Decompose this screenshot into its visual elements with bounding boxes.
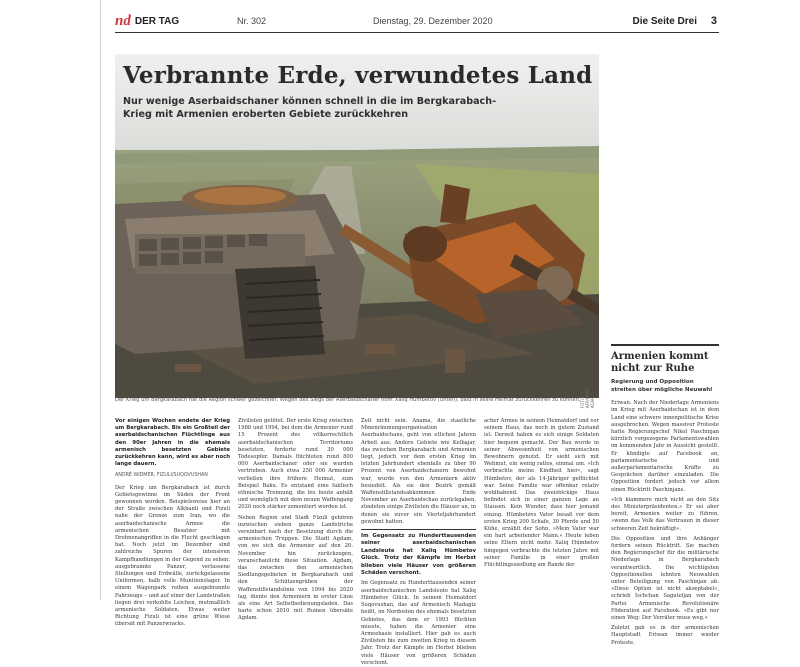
issue-date: Dienstag, 29. Dezember 2020 [373, 16, 493, 26]
article-lead: Vor einigen Wochen endete der Krieg um Bergkarabach. Bis ein Großteil der aserbaidschanischen Flüchtlinge aus den 90er Jahren in die ehemals armenisch besetzten Gebiete zurückkehren kann, wird es aber noch lange dauern. [115, 418, 230, 468]
article-paragraph: Zivilisten getötet. Der erste Krieg zwischen 1988 und 1994, bei dem die Armenier rund 15 Prozent des völkerrechtlich aserbaidschanischen Territoriums besetzten, forderte rund 30 000 Todesopfer. Damals flüchteten rund 800 000 Aserbaidschaner oder sie wurden vertrieben. Auch etwa 250 000 Armenier verließen ihre frühere Heimat, zum Beispiel Baku. Es entstand eine faktisch ethnische Trennung, die bis heute anhält und womöglich mit dem neuen Waffengang 2020 noch stärker zementiert worden ist. [238, 418, 353, 511]
sidebar-subtitle: Regierung und Opposition streiten über mögliche Neuwahl [611, 379, 713, 393]
newspaper-logo: nd [115, 12, 131, 29]
section-title: Die Seite Drei [632, 15, 697, 27]
article-paragraph: Im Gegensatz zu Hunderttausenden seiner aserbaidschanischen Landsleute hat Xaliq Hümbetov Glück. In seinem Heimatdorf Suqovushan, das auf Armenisch Madagiz heißt, im Nordosten des ehemals besetzten Gebietes, das dem er 1993 flüchten musste, haben die Armenier eine Armeebasis installiert. Hier gab es auch Zivilisten bis zum zweiten Krieg in diesem Jahr. Trotz der Kämpfe im Herbst blieben viele Häuser von größeren Schäden verschont. [361, 580, 476, 666]
photo-caption: Der Krieg um Bergkarabach hat die Region schwer gezeichnet. Wegen des Siegs der Aserbaidschaner hofft Xaliq Hümbetov (unten), bald in seine Heimat zurückkehren zu können. [115, 397, 581, 403]
sidebar-paragraph: Eriwan. Nach der Niederlage Armeniens im Krieg mit Aserbaidschan ist in dem Land eine schwere innenpolitische Krise ausgebrochen. Wegen massiver Proteste hatte Regierungschef Nikol Paschinjan kürzlich vorgezogene Parlamentswahlen im kommenden Jahr in Aussicht gestellt. Er kündigte auf Facebook an, parlamentarische und außerparlamentarische Kräfte zu Gesprächen darüber einzuladen. Die Opposition fordert jedoch vor allem einen Rücktritt Paschinjans. [611, 400, 719, 493]
article-column-2 [238, 418, 353, 622]
article-column-4 [484, 418, 599, 600]
article-author: ANDRÉ WIDMER, FIZULI/SUQOVUSHAN [115, 473, 208, 479]
sidebar-body [611, 400, 719, 647]
issue-number: Nr. 302 [237, 16, 267, 26]
article-column-1 [115, 418, 230, 628]
photo-credit: FOTO: AFP/EMRE ACAR [580, 387, 595, 409]
sidebar-paragraph: »Ich klammere mich nicht an den Sitz des Ministerpräsidenten.« Er sei aber bereit, Armenien weiter zu führen, »wenn das Volk das Vertrauen in dieser schweren Zeit bekräftigt«. [611, 496, 719, 532]
article-paragraph: acher Armee in seinem Heimatdorf und vor seinem Haus, das noch in gutem Zustand ist. Derzeit haben es sich einige Soldaten hier bequem gemacht. Der Bau wurde in seiner Abwesenheit von armenischen Bewohnern genutzt. Er sieht sich mit Wehmut, ein wenig ratlos, einmal um. »Ich verbrachte meine Kindheit hier«, sagt Hümbetov, der als 14-Jähriger geflüchtet war. Seine Familie war offenbar relativ wohlhabend. Das zweistöckige Haus befindet sich in einer ganzen Lage an Stausen. Kein Wunder, dass hier jemand einzog. Hümbetovs Vater besaß vor dem ersten Krieg 200 Schafe, 30 Pferde und 50 Kühe, erzählt der Sohn. »Mein Vater war ein hart arbeitender Mann.« Heute leben seine Eltern nicht mehr. Xaliq Hümbetov hingegen verbrachte die letzten Jahre mit seiner Familie in einer großen Flüchtlingssiedlung am Rande der [484, 418, 599, 569]
sidebar-paragraph: Zuletzt gab es in der armenischen Hauptstadt Eriwan immer wieder Proteste. [611, 625, 719, 646]
page-number: 3 [710, 15, 717, 27]
sidebar-box [611, 344, 719, 646]
article-subhead: Nur wenige Aserbaidschaner können schnell in die im Bergkarabach-Krieg mit Armenien eroberten Gebiete zurückkehren [123, 96, 497, 120]
article-column-3 [361, 418, 476, 666]
sidebar-paragraph: Die Opposition und ihre Anhänger fordern seinen Rücktritt. Sie machen den Regierungschef für die militärische Niederlage in Bergkarabach verantwortlich. Die wichtigsten Oppositionellen lehnten Neuwahlen unter Beteiligung von Paschinjan ab. »Diese Option ist nicht akzeptabel«, schrieb Ischchan Saguteljan von der Partei Armenische Revolutionäre Föderation auf Facebook. »Es gibt nur einen Weg: Der Verräter muss weg.« [611, 535, 719, 622]
article-columns [115, 418, 599, 666]
article-paragraph: Neben Region und Stadt Fizuli gehören inzwischen sieben ganze Landstriche vereinbart nach der Besetzung durch die armenischen Truppen. Die Stadt Agdam, von wo sich die Armenier auf den 20. November hin zurückzogen, veranschaulicht diese Situation. Agdam, das zwischen den armenischen Siedlungsgebieten in Bergkarabach und den Schützengräben der Waffenstillstandslinie von 1994 bis 2020 lag, diente den Armeniern in erster Linie als eine Art Selbstbedienungsladen. Das harte schon 2010 mit Ruinen übersäte Agdam. [238, 514, 353, 622]
article-paragraph: Der Krieg um Bergkarabach ist durch Gebietsgewinne im Süden der Front gewonnen worden. Beispielsweise hier an der Straße zwischen Alkhanli und Fizuli nahe der Grenze zum Iran, wo die aserbaidschanische Armee die armenischen Besatzer mit Drohnenangriffen in die Flucht geschlagen hat. Noch jetzt im Dezember sind zahlreiche Spuren der intensiven Kampfhandlungen in der Gegend zu sehen: ausgebrannte Panzer, verlassene Stellungen und Erdwälle, zurückgelassene Uniformen, halb volle Munitionslager. In einem Wagenpark reihen ausgebrannte Fahrzeuge – und auf einer der Landstraßen liegen drei verkohlte Leichen, mutmaßlich armenische Soldaten. Etwas weiter Richtung Fizuli ist eine grüne Wiese übersät mit Panzerwracks. [115, 484, 230, 628]
sidebar-rule [611, 344, 719, 346]
rubric-label: DER TAG [134, 15, 180, 27]
page-header [115, 10, 719, 33]
pull-quote: Im Gegensatz zu Hunderttausenden seiner aserbaidschanischen Landsleute hat Xaliq Hümbetov Glück. Trotz der Kämpfe im Herbst blieben viele Häuser von größeren Schäden verschont. [361, 529, 476, 577]
article-paragraph: Zeit nicht sein. Anama, die staatliche Minenräumungsorganisation Aserbaidschans, geht von etlichen Jahren Arbeit aus. Andere Gebiete wie Kelbajar, das zwischen Bergkarabach und Armenien liegt, jedoch vor dem ersten Krieg im letzten Jahrhundert ebenfalls zu über 90 Prozent von Aserbaidschanern bewohnt war, wurde von den Armeniern aktiv besiedelt. Als sie den Bezirk gemäß Waffenstillstandsabkommen Ende November an Aserbaidschan zurückgaben, zündeten einige Zivilisten die Häuser an, in denen sie zuvor ein Vierteljahrhundert gewohnt hatten. [361, 418, 476, 525]
article-headline: Verbrannte Erde, verwundetes Land [123, 62, 593, 89]
sidebar-title: Armenien kommt nicht zur Ruhe [611, 351, 709, 374]
newspaper-page [100, 0, 721, 666]
